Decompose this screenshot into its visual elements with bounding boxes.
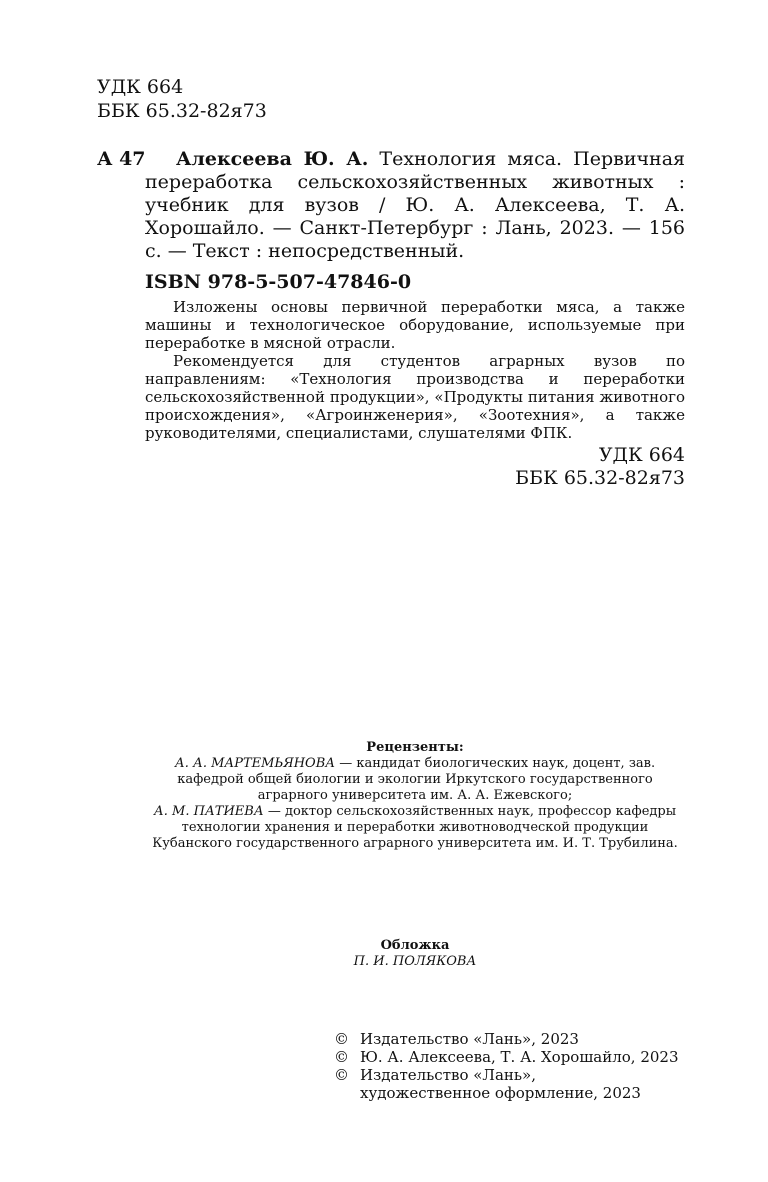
cover-artist: П. И. ПОЛЯКОВА: [353, 954, 477, 969]
copyright-line-3: [334, 1066, 679, 1084]
bbk-code-top: ББК 65.32-82я73: [97, 100, 267, 122]
bibliographic-entry: [145, 148, 685, 263]
reviewer-1-description: — кандидат биологических наук, доцент, зав. кафедрой общей биологии и экологии Иркутского государственного аграрного университета им. А. А. Ежевского;: [177, 756, 656, 803]
copyright-text-1: Издательство «Лань», 2023: [360, 1030, 579, 1048]
copyright-text-2: Ю. А. Алексеева, Т. А. Хорошайло, 2023: [360, 1048, 679, 1066]
copyright-line-2: [334, 1048, 679, 1066]
copyright-block: [334, 1030, 679, 1102]
reviewers-heading: Рецензенты:: [366, 740, 464, 755]
bbk-code-bottom: ББК 65.32-82я73: [515, 467, 685, 489]
copyright-icon: ©: [334, 1030, 349, 1048]
reviewer-2: [145, 804, 685, 852]
copyright-icon: ©: [334, 1048, 349, 1066]
reviewers-block: [145, 756, 685, 852]
udk-code-top: УДК 664: [97, 76, 184, 98]
annotation-paragraph-2: Рекомендуется для студентов аграрных вузов по направлениям: «Технология производства и переработки сельскохозяйственной продукции», «Продукты питания животного происхождения», «Агроинженерия», «Зоотехния», а также руководителями, специалистами, слушателями ФПК.: [145, 352, 685, 442]
author-name: Алексеева Ю. А.: [176, 148, 369, 170]
annotation-paragraph-1: Изложены основы первичной переработки мяса, а также машины и технологическое оборудование, используемые при переработке в мясной отрасли.: [145, 298, 685, 352]
author-mark: А 47: [97, 148, 146, 170]
reviewer-2-description: — доктор сельскохозяйственных наук, профессор кафедры технологии хранения и переработки животноводческой продукции Кубанского государственного аграрного университета им. И. Т. Трубилина.: [152, 804, 678, 851]
isbn: ISBN 978-5-507-47846-0: [145, 271, 412, 293]
annotation: [145, 298, 685, 442]
reviewer-1: [145, 756, 685, 804]
bibliographic-description: Технология мяса. Первичная переработка сельскохозяйственных животных : учебник для вузов / Ю. А. Алексеева, Т. А. Хорошайло. — Санкт-Петербург : Лань, 2023. — 156 с. — Текст : непосредственный.: [145, 148, 686, 262]
copyright-text-3a: Издательство «Лань»,: [360, 1066, 537, 1084]
udk-code-bottom: УДК 664: [598, 444, 685, 466]
copyright-line-1: [334, 1030, 679, 1048]
reviewer-1-name: А. А. МАРТЕМЬЯНОВА: [174, 756, 336, 771]
copyright-icon: ©: [334, 1066, 349, 1084]
copyright-line-4: художественное оформление, 2023: [360, 1084, 641, 1102]
reviewer-2-name: А. М. ПАТИЕВА: [153, 804, 264, 819]
cover-heading: Обложка: [380, 938, 450, 953]
